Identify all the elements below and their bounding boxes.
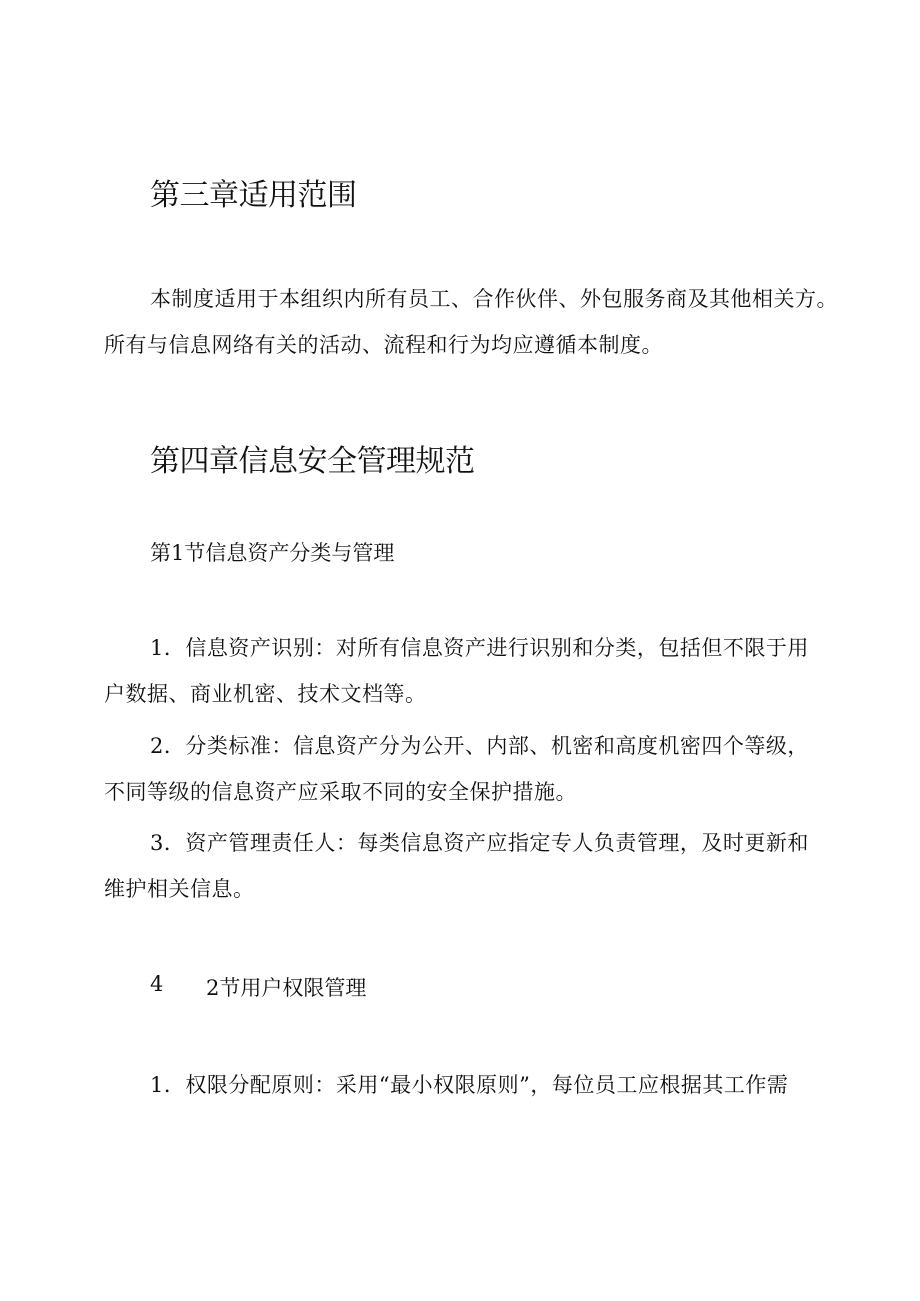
section-1-heading: 第1节信息资产分类与管理 <box>150 541 395 565</box>
section-2-number: 4 <box>150 972 164 996</box>
section-2-heading: 2节用户权限管理 <box>206 976 367 1000</box>
section-2-item-1-line-1: 1．权限分配原则：采用“最小权限原则”，每位员工应根据其工作需 <box>150 1073 789 1097</box>
chapter-3-body-line-2: 所有与信息网络有关的活动、流程和行为均应遵循本制度。 <box>104 333 663 357</box>
chapter-3-body-line-1: 本制度适用于本组织内所有员工、合作伙伴、外包服务商及其他相关方。 <box>150 287 838 311</box>
item-3-line-2: 维护相关信息。 <box>104 877 255 901</box>
chapter-3-title: 第三章适用范围 <box>150 178 357 213</box>
chapter-4-title: 第四章信息安全管理规范 <box>150 444 475 479</box>
item-2-line-2: 不同等级的信息资产应采取不同的安全保护措施。 <box>104 780 577 804</box>
item-2-line-1: 2．分类标准：信息资产分为公开、内部、机密和高度机密四个等级， <box>150 734 809 758</box>
item-3-line-1: 3．资产管理责任人：每类信息资产应指定专人负责管理，及时更新和 <box>150 831 809 855</box>
item-1-line-1: 1．信息资产识别：对所有信息资产进行识别和分类，包括但不限于用 <box>150 636 809 660</box>
item-1-line-2: 户数据、商业机密、技术文档等。 <box>104 682 427 706</box>
